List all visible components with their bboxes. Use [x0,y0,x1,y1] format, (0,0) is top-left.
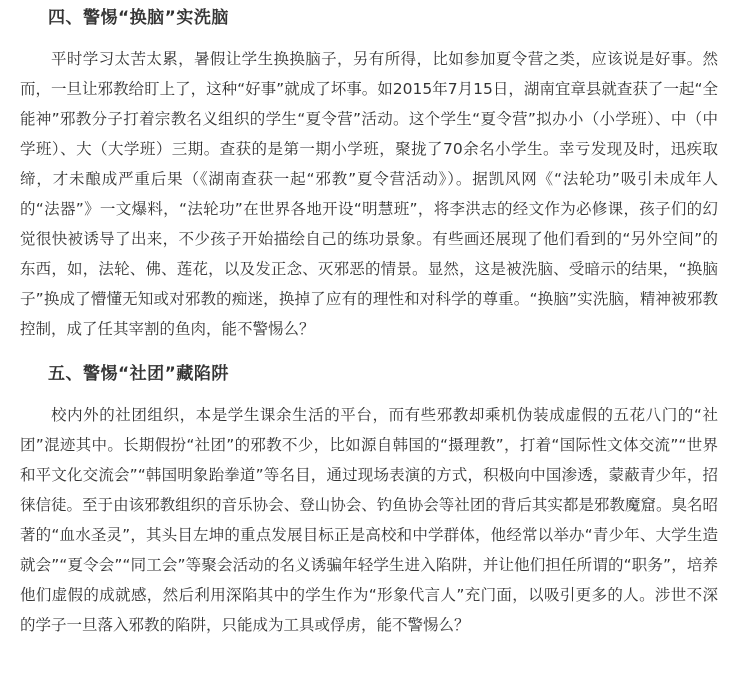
section-paragraph: 校内外的社团组织，本是学生课余生活的平台，而有些邪教却乘机伪装成虚假的五花八门的“社团”混迹其中。长期假扮“社团”的邪教不少，比如源自韩国的“摄理教”，打着“国际性文体交流”“世界和平文化交流会”“韩国明象跆拳道”等名目，通过现场表演的方式，积极向中国渗透，蒙蔽青少年，招徕信徒。至于由该邪教组织的音乐协会、登山协会、钓鱼协会等社团的背后其实都是邪教魔窟。臭名昭著的“血水圣灵”，其头目左坤的重点发展目标正是高校和中学群体，他经常以举办“青少年、大学生造就会”“夏令会”“同工会”等聚会活动的名义诱骗年轻学生进入陷阱，并让他们担任所谓的“职务”，培养他们虚假的成就感，然后利用深陷其中的学生作为“形象代言人”充门面，以吸引更多的人。涉世不深的学子一旦落入邪教的陷阱，只能成为工具或俘虏，能不警惕么？ [20,406,718,634]
section-paragraph: 平时学习太苦太累，暑假让学生换换脑子，另有所得，比如参加夏令营之类，应该说是好事。然而，一旦让邪教给盯上了，这种“好事”就成了坏事。如2015年7月15日，湖南宜章县就查获了一起“全能神”邪教分子打着宗教名义组织的学生“夏令营”活动。这个学生“夏令营”拟办小（小学班）、中（中学班）、大（大学班）三期。查获的是第一期小学班，聚拢了70余名小学生。幸亏发现及时，迅疾取缔，才未酿成严重后果（《湖南查获一起“邪教”夏令营活动》）。据凯风网《“法轮功”吸引未成年人的“法器”》一文爆料，“法轮功”在世界各地开设“明慧班”，将李洪志的经文作为必修课，孩子们的幻觉很快被诱导了出来，不少孩子开始描绘自己的练功景象。有些画还展现了他们看到的“另外空间”的东西，如，法轮、佛、莲花，以及发正念、灭邪恶的情景。显然，这是被洗脑、受暗示的结果，“换脑子”换成了懵懂无知或对邪教的痴迷，换掉了应有的理性和对科学的尊重。“换脑”实洗脑，精神被邪教控制，成了任其宰割的鱼肉，能不警惕么？ [20,50,718,338]
section-4 [20,0,718,344]
section-heading: 四、警惕“换脑”实洗脑 [48,8,229,28]
section-heading: 五、警惕“社团”藏陷阱 [48,364,229,384]
section-5 [20,356,718,640]
